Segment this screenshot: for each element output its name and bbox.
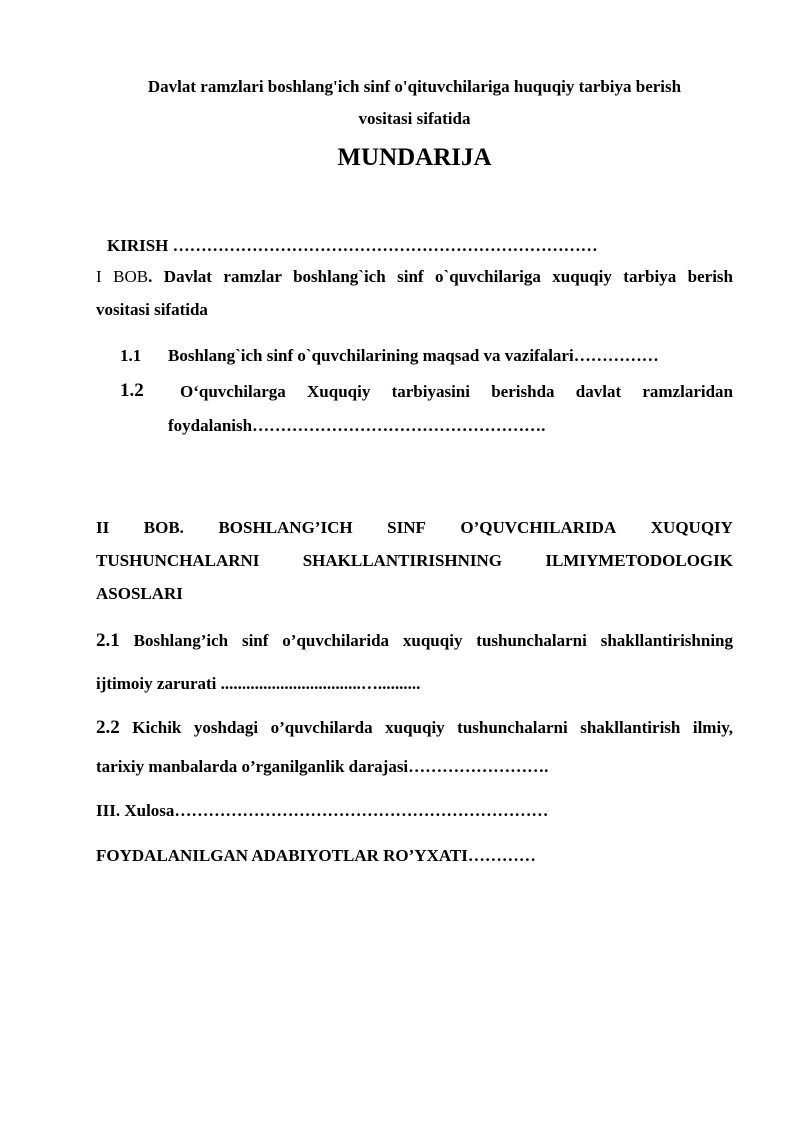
bob1-label: I BOB <box>96 267 149 286</box>
toc-entry-bob1-line-1 <box>96 267 733 287</box>
toc-item-1-1-number: 1.1 <box>120 346 142 365</box>
bob2-word: BOSHLANG’ICH <box>218 518 353 537</box>
bob2-word: BOB. <box>143 518 184 537</box>
toc-heading: MUNDARIJA <box>337 144 492 171</box>
toc-item-2-1-line-1 <box>96 630 733 652</box>
bob1-title: . Davlat ramzlar boshlang`ich sinf o`quvchilariga xuquqiy tarbiya berish <box>148 267 733 286</box>
bob2-word: O’QUVCHILARIDA <box>460 518 617 537</box>
toc-item-1-2-number: 1.2 <box>120 380 144 401</box>
document-title-line-1: Davlat ramzlari boshlang'ich sinf o'qituvchilariga huquqiy tarbiya berish <box>147 77 682 96</box>
toc-item-2-2-line-1 <box>96 717 733 739</box>
toc-item-2-1-title: Boshlang’ich sinf o’quvchilarida xuquqiy tushunchalarni shakllantirishning <box>133 631 734 650</box>
toc-item-2-2-title: Kichik yoshdagi o’quvchilarda xuquqiy tushunchalarni shakllantirish ilmiy, <box>132 718 733 737</box>
document-title-line-2: vositasi sifatida <box>358 109 471 128</box>
toc-entry-bob2-line-2: TUSHUNCHALARNI SHAKLLANTIRISHNING ILMIYMETODOLOGIK <box>96 551 733 570</box>
toc-entry-bob2-line-1 <box>96 518 733 538</box>
toc-item-2-2-line-2: tarixiy manbalarda o’rganilganlik darajasi……………………. <box>96 757 549 776</box>
toc-item-1-2-line-2: foydalanish……………………………………………. <box>168 416 546 435</box>
toc-entry-xulosa: III. Xulosa………………………………………………………… <box>96 801 549 820</box>
toc-item-1-1-text: Boshlang`ich sinf o`quvchilarining maqsad va vazifalari…………… <box>168 346 659 365</box>
toc-entry-bob2-line-3: ASOSLARI <box>96 584 183 603</box>
toc-item-1-2-line-1: O‘quvchilarga Xuquqiy tarbiyasini berishda davlat ramzlaridan <box>180 382 733 401</box>
bob2-word: SINF <box>387 518 426 537</box>
toc-entry-bob1-line-2: vositasi sifatida <box>96 300 208 319</box>
bob2-word: II <box>96 518 110 537</box>
toc-entry-adabiyotlar: FOYDALANILGAN ADABIYOTLAR RO’YXATI………… <box>96 846 536 865</box>
toc-entry-kirish: KIRISH ………………………………………………………………… <box>107 236 598 255</box>
bob2-word: XUQUQIY <box>650 518 733 537</box>
toc-item-2-1-line-2: ijtimoiy zarurati .................................….......... <box>96 674 421 693</box>
toc-item-2-2-number: 2.2 <box>96 717 120 738</box>
toc-item-2-1-number: 2.1 <box>96 630 120 651</box>
